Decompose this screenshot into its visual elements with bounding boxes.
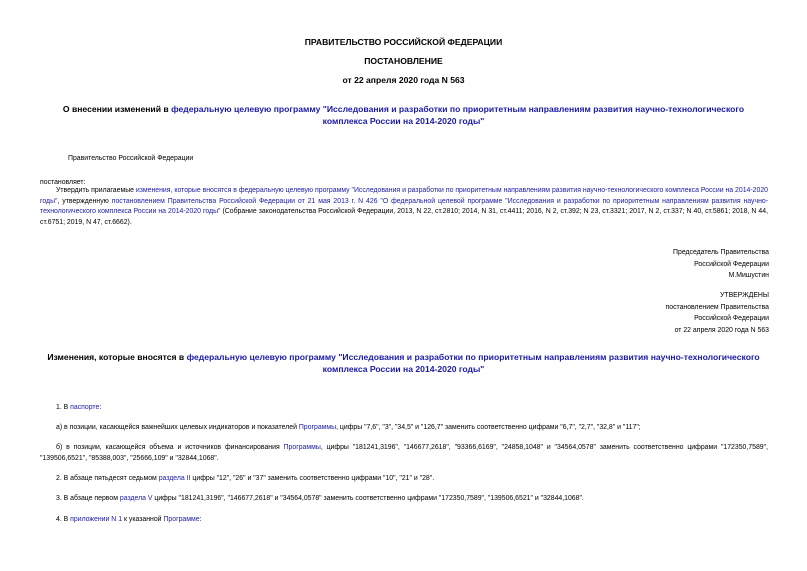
item-a-text: а) в позиции, касающейся важнейших целевых индикаторов и показателей bbox=[56, 424, 299, 431]
signature-name: М.Мишустин bbox=[728, 272, 769, 280]
program-link-4[interactable]: Программе bbox=[163, 516, 200, 523]
item-1 bbox=[56, 403, 101, 414]
item-4-mid: к указанной bbox=[122, 516, 164, 523]
program-link-a[interactable]: Программы bbox=[298, 424, 337, 431]
item-b-text: б) в позиции, касающейся объема и источников финансирования bbox=[56, 444, 284, 451]
signature-title: Председатель Правительства bbox=[673, 249, 769, 256]
changes-title bbox=[40, 352, 767, 375]
p1-text-b: , утвержденную bbox=[57, 197, 112, 205]
item-1-text: 1. В bbox=[56, 404, 71, 411]
item-a-rest: , цифры "7,6", "3", "34,5" и "126,7" заменить соответственно цифрами "6,7", "2,7", "32,8" и "117"; bbox=[336, 424, 641, 431]
approved-block bbox=[666, 290, 770, 336]
document-title bbox=[40, 104, 767, 127]
p1-text-c: (Собрание законодательства Российской Федерации, 2013, N 22, ст.2810; 2014, N 31, ст.4411; 2016, N 2, ст.392; N 23, ст.3321; 2017, N 2, ст.337; N 40, ст.5861; 2018, N 44, ст.6751; 2019, N 47, ст.6662). bbox=[40, 208, 768, 226]
paragraph-approve bbox=[40, 186, 768, 228]
section-2-link[interactable]: раздела II bbox=[158, 475, 191, 482]
title-prefix: О внесении изменений в bbox=[62, 104, 172, 114]
item-b bbox=[40, 443, 768, 464]
item-3-rest: цифры "181241,3196", "146677,2618" и "34564,0578" заменить соответственно цифрами "172350,7589", "139506,6521" и "32844,1068". bbox=[152, 495, 584, 502]
changes-program-link[interactable]: федеральную целевую программу "Исследования и разработки по приоритетным направлениям развития научно-технологического комплекса России на 2014-2020 годы" bbox=[186, 352, 760, 374]
item-a bbox=[56, 423, 641, 434]
approved-date: от 22 апреля 2020 года N 563 bbox=[674, 326, 769, 334]
item-3-text: 3. В абзаце первом bbox=[56, 495, 120, 502]
item-b-rest: , цифры "181241,3196", "146677,2618", "93366,6169", "24858,1048" и "34564,0578" заменить соответственно цифрами "172350,7589", "139506,6521", "85388,003", "25666,109" и "32844,1068". bbox=[40, 444, 768, 462]
government-heading: ПРАВИТЕЛЬСТВО РОССИЙСКОЙ ФЕДЕРАЦИИ bbox=[304, 37, 503, 47]
item-4-text: 4. В bbox=[56, 516, 71, 523]
item-2-rest: цифры "12", "26" и "37" заменить соответственно цифрами "10", "21" и "28". bbox=[190, 475, 435, 482]
section-5-link[interactable]: раздела V bbox=[119, 495, 153, 502]
changes-title-prefix: Изменения, которые вносятся в bbox=[47, 352, 187, 362]
approved-by: постановлением Правительства bbox=[665, 303, 769, 311]
date-number: от 22 апреля 2020 года N 563 bbox=[342, 75, 465, 85]
p1-text-a: Утвердить прилагаемые bbox=[56, 187, 136, 194]
signature-block bbox=[673, 247, 769, 282]
approved-country: Российской Федерации bbox=[694, 315, 769, 323]
item-3 bbox=[56, 494, 584, 505]
decides-text: постановляет: bbox=[40, 179, 86, 186]
intro-text: Правительство Российской Федерации bbox=[68, 155, 194, 162]
doc-type-heading: ПОСТАНОВЛЕНИЕ bbox=[364, 56, 443, 66]
item-2 bbox=[56, 474, 434, 485]
approved-label: УТВЕРЖДЕНЫ bbox=[720, 292, 769, 299]
program-link-b[interactable]: Программы bbox=[283, 444, 321, 451]
item-4 bbox=[56, 515, 201, 526]
appendix-1-link[interactable]: приложении N 1 bbox=[70, 516, 123, 523]
signature-country: Российской Федерации bbox=[694, 260, 769, 268]
item-2-text: 2. В абзаце пятьдесят седьмом bbox=[56, 475, 159, 482]
passport-link[interactable]: паспорте bbox=[70, 404, 100, 411]
item-1-colon: : bbox=[99, 404, 102, 411]
program-link[interactable]: федеральную целевую программу "Исследования и разработки по приоритетным направлениям развития научно-технологического комплекса России на 2014-2020 годы" bbox=[171, 104, 745, 126]
item-4-colon: : bbox=[199, 516, 202, 523]
resolution-link[interactable]: постановлением Правительства Российской Федерации от 21 мая 2013 г. N 426 "О федеральной целевой программе "Исследования и разработки по приоритетным направлениям развития научно-технологического комплекса России на 2014-2020 годы" bbox=[40, 197, 769, 216]
changes-link[interactable]: изменения, которые вносятся в федеральную целевую программу "Исследования и разработки по приоритетным направлениям развития научно-технологического комплекса России на 2014-2020 годы" bbox=[40, 187, 768, 205]
